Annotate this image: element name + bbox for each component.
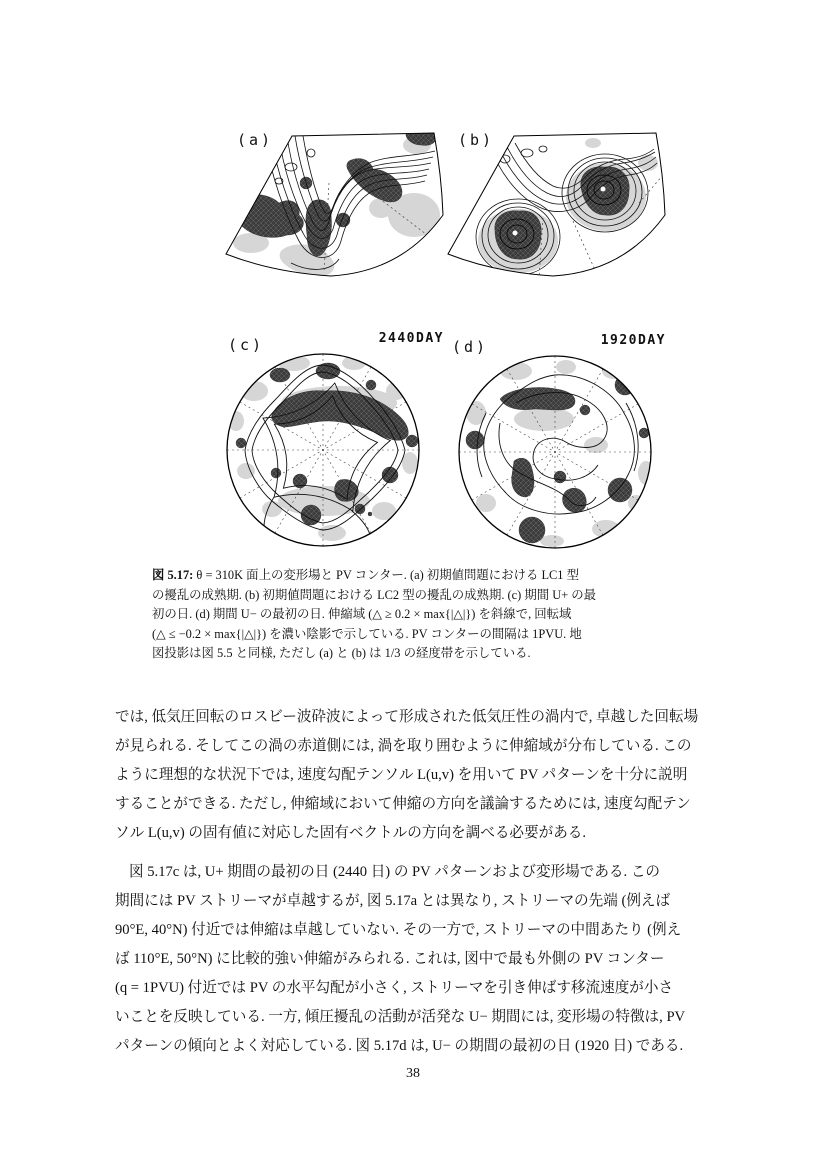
panel-a-label: (a)	[237, 131, 274, 149]
body-text-line: 90°E, 40°N) 付近では伸縮は卓越していない. その一方で, ストリーマの中間あたり (例え	[115, 922, 682, 938]
body-text-line: 図 5.17c は, U+ 期間の最初の日 (2440 日) の PV パターンおよび変形場である. この	[129, 864, 661, 880]
panel-a-map	[226, 129, 443, 276]
panel-c-light-shading	[228, 355, 418, 541]
panel-c-map	[227, 354, 419, 546]
caption-figure-number: 図 5.17:	[152, 568, 194, 582]
caption-line: (△ ≤ −0.2 × max{|△|}) を濃い陰影で示している. PV コンターの間隔は 1PVU. 地	[152, 626, 582, 641]
caption-line: 初の日. (d) 期間 U− の最初の日. 伸縮域 (△ ≥ 0.2 × max{|△|}) を斜線で, 回転域	[152, 607, 572, 622]
panel-b-map	[448, 133, 665, 278]
panel-d-dark-shading	[466, 375, 649, 543]
panel-d-label: (d)	[452, 338, 489, 356]
body-text-line: ソル L(u,v) の固有値に対応した固有ベクトルの方向を調べる必要がある.	[115, 825, 587, 841]
body-text-line: ように理想的な状況下では, 速度勾配テンソル L(u,v) を用いて PV パターンを十分に説明	[115, 767, 688, 783]
panel-b-vortex2-center	[601, 187, 606, 192]
body-paragraph-2	[115, 858, 721, 1061]
body-paragraph-1	[115, 703, 721, 848]
body-text-line: (q = 1PVU) 付近では PV の水平勾配が小さく, ストリーマを引き伸ばす移流速度が小さ	[115, 980, 674, 996]
body-text-line: では, 低気圧回転のロスビー波砕波によって形成された低気圧性の渦内で, 卓越した回転場	[115, 709, 699, 725]
figure-caption	[152, 566, 680, 664]
panel-b-label: (b)	[458, 131, 495, 149]
caption-line: の擾乱の成熟期. (b) 初期値問題における LC2 型の擾乱の成熟期. (c) 期間 U+ の最	[152, 587, 597, 602]
panel-b-vortex1-center	[513, 231, 518, 236]
body-text-line: 期間には PV ストリーマが卓越するが, 図 5.17a とは異なり, ストリーマの先端 (例えば	[115, 893, 671, 909]
body-text-line: が見られる. そしてこの渦の赤道側には, 渦を取り囲むように伸縮域が分布している. この	[115, 738, 692, 754]
body-text-line: することができる. ただし, 伸縮域において伸縮の方向を議論するためには, 速度勾配テン	[115, 796, 691, 812]
caption-line: 図投影は図 5.5 と同様, ただし (a) と (b) は 1/3 の経度帯を示している.	[152, 646, 531, 661]
panel-c-label: (c)	[228, 336, 265, 354]
panel-b-dark-shading	[495, 167, 629, 260]
page-number: 38	[406, 1066, 420, 1081]
body-text-line: パターンの傾向とよく対応している. 図 5.17d は, U− の期間の最初の日 (1920 日) である.	[115, 1038, 684, 1054]
panel-c-day-title: 2440DAY	[378, 331, 444, 346]
panel-d-day-title: 1920DAY	[600, 333, 666, 348]
body-text-line: ば 110°E, 50°N) に比較的強い伸縮がみられる. これは, 図中で最も外側の PV コンター	[115, 951, 665, 967]
body-text-line: いことを反映している. 一方, 傾圧擾乱の活動が活発な U− 期間には, 変形場の特徴は, PV	[115, 1009, 686, 1025]
caption-line: 図 5.17: θ = 310K 面上の変形場と PV コンター. (a) 初期値問題における LC1 型	[152, 568, 579, 582]
panel-d-map	[459, 356, 654, 548]
